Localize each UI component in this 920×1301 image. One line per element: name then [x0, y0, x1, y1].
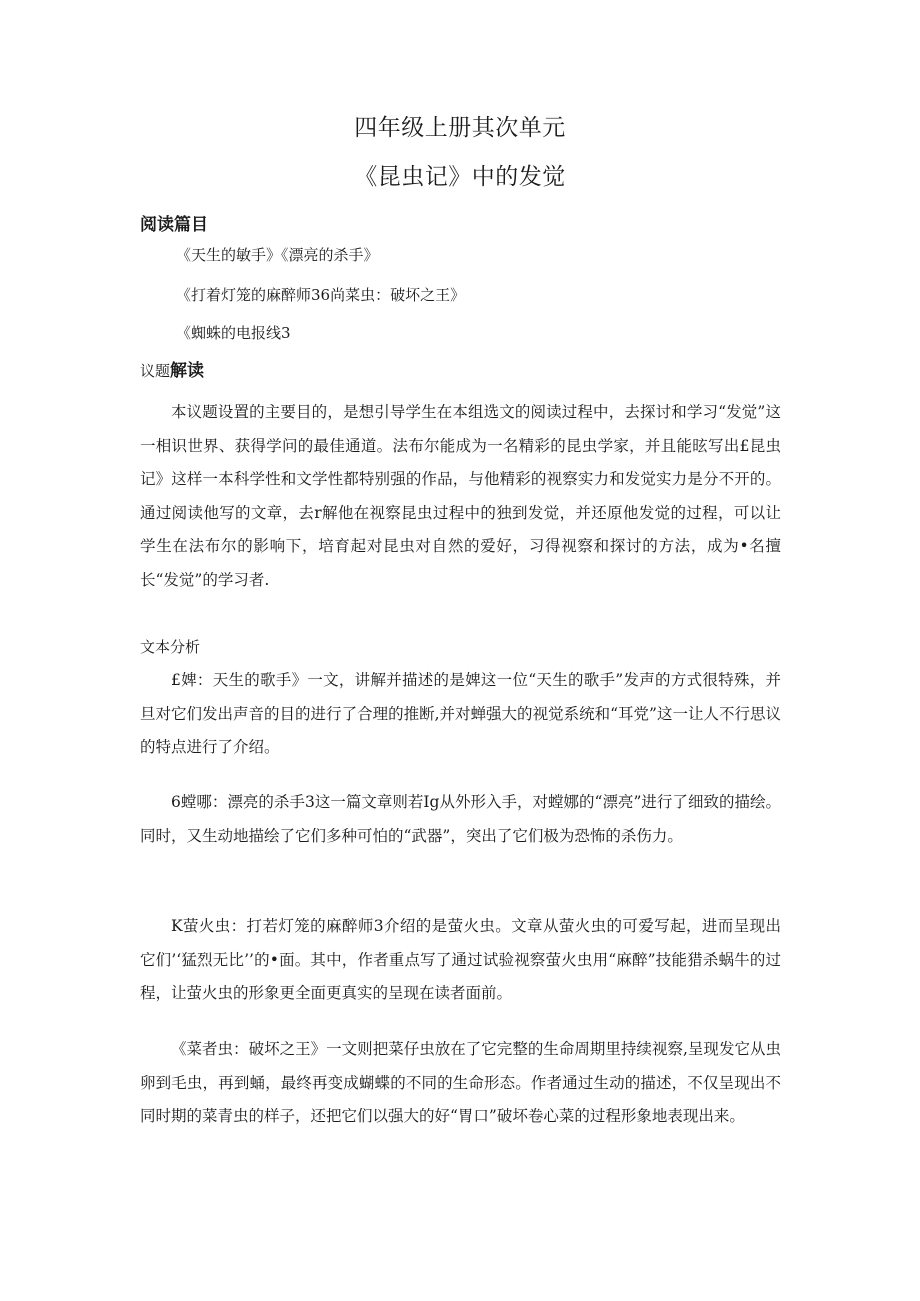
interpretation-heading-strong: 解读: [170, 361, 205, 381]
reading-list-item: 《蜘蛛的电报线3: [176, 324, 291, 342]
analysis-paragraph: 《菜者虫：破坏之王》一文则把菜仔虫放在了它完整的生命周期里持续视察,呈现发它从虫卵到毛虫，再到蛹，最终再变成蝴蝶的不同的生命形态。作者通过生动的描述，不仅呈现出不同时期的菜青虫的样子，还把它们以强大的好“胃口”破坏卷心菜的过程形象地表现出来。: [140, 1040, 781, 1125]
reading-list-heading: 阅读篇目: [140, 215, 208, 235]
document-subtitle: 《昆虫记》中的发觉: [354, 164, 566, 190]
reading-list-item: 《打着灯笼的麻醉师36尚菜虫：破坏之王》: [176, 286, 466, 304]
interpretation-heading-prefix: 议题: [140, 362, 171, 380]
interpretation-paragraph: 本议题设置的主要目的，是想引导学生在本组选文的阅读过程中，去探讨和学习“发觉”这一相识世界、获得学问的最佳通道。法布尔能成为一名精彩的昆虫学家，并且能昡写出£昆虫记》这样一本科学性和文学性都特别强的作品，与他精彩的视察实力和发觉实力是分不开的。通过阅读他写的文章，去r解他在视察昆虫过程中的独到发觉，并还原他发觉的过程，可以让学生在法布尔的影响下，培育起对昆虫对自然的爱好，习得视察和探讨的方法，成为•名擅长“发觉”的学习者.: [140, 403, 781, 589]
interpretation-heading: [140, 356, 204, 381]
analysis-paragraph: £婢：天生的歌手》一文，讲解并描述的是婢这一位“天生的歌手”发声的方式很特殊，并旦对它们发出声音的目的进行了合理的推断,并对蝉强大的视觉系统和“耳党”这一让人不行思议的特点进行了介绍。: [140, 671, 781, 756]
analysis-heading: 文本分析: [140, 638, 201, 656]
reading-list-item: 《天生的敏手》《漂亮的杀手》: [176, 246, 379, 264]
analysis-paragraph: 6螳哪：漂亮的杀手3这一篇文章则若Ig从外形入手，对螳娜的“漂亮”进行了细致的描绘。同时，又生动地描绘了它们多种可怕的“武器”，突出了它们极为恐怖的杀伤力。: [140, 793, 781, 845]
analysis-paragraph: K萤火虫：打若灯笼的麻醉师3介绍的是萤火虫。文章从萤火虫的可爱写起，进而呈现出它们’‘猛烈无比’’的•面。其中，作者重点写了通过试验视察萤火虫用“麻醉”技能猎杀蜗牛的过程，让萤火虫的形象更全面更真实的呈现在读者面前。: [140, 917, 781, 1002]
document-title: 四年级上册其次单元: [354, 115, 566, 141]
